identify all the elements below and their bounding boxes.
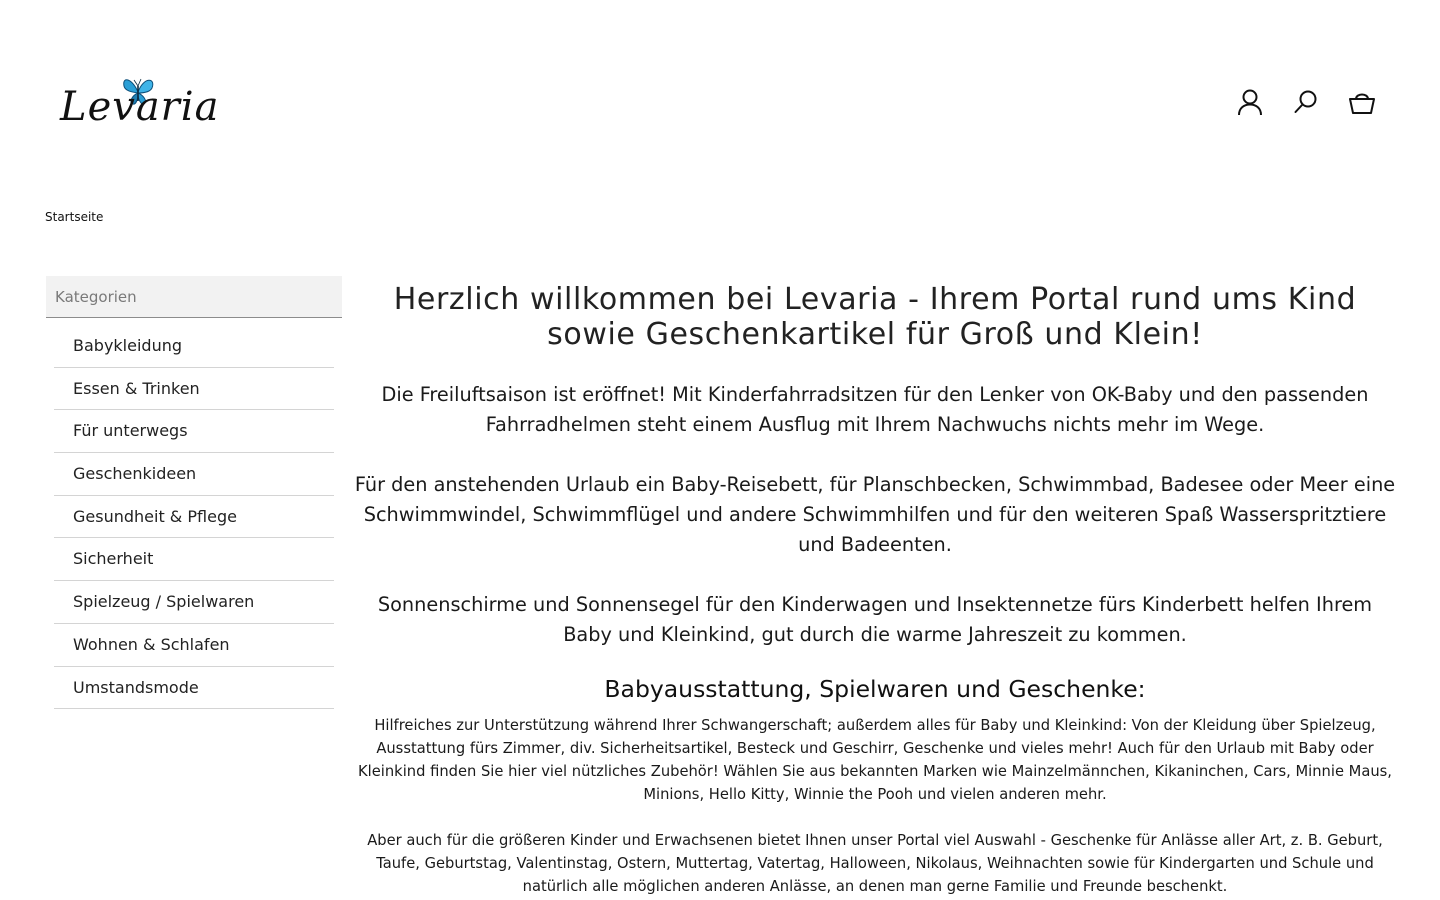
account-icon[interactable] [1234, 86, 1266, 118]
category-list [54, 325, 334, 709]
sidebar-item-gesundheit-pflege[interactable]: Gesundheit & Pflege [54, 496, 334, 539]
logo-wordmark: Levaria [60, 84, 220, 130]
site-logo-link[interactable] [60, 74, 260, 134]
sidebar-item-fuer-unterwegs[interactable]: Für unterwegs [54, 410, 334, 453]
sidebar-item-sicherheit[interactable]: Sicherheit [54, 538, 334, 581]
sidebar-item-essen-trinken[interactable]: Essen & Trinken [54, 368, 334, 411]
sidebar-item-wohnen-schlafen[interactable]: Wohnen & Schlafen [54, 624, 334, 667]
page-title: Herzlich willkommen bei Levaria - Ihrem Portal rund ums Kind sowie Geschenkartikel für Groß und Klein! [393, 282, 1357, 352]
intro-paragraph: Die Freiluftsaison ist eröffnet! Mit Kinderfahrradsitzen für den Lenker von OK-Baby und den passenden Fahrradhelmen steht einem Ausflug mit Ihrem Nachwuchs nichts mehr im Wege. [381, 383, 1369, 436]
breadcrumb-home-link[interactable]: Startseite [45, 210, 104, 224]
sidebar-item-umstandsmode[interactable]: Umstandsmode [54, 667, 334, 710]
basket-icon[interactable] [1346, 86, 1378, 118]
sidebar-heading: Kategorien [46, 276, 342, 318]
section-title: Babyausstattung, Spielwaren und Geschenke: [604, 675, 1146, 703]
search-icon[interactable] [1290, 86, 1322, 118]
header-actions [1234, 86, 1378, 118]
intro-paragraph: Sonnenschirme und Sonnensegel für den Kinderwagen und Insektennetze fürs Kinderbett helfen Ihrem Baby und Kleinkind, gut durch die warme Jahreszeit zu kommen. [377, 593, 1373, 646]
site-header [0, 0, 1440, 190]
main-content [352, 282, 1398, 898]
intro-paragraph: Für den anstehenden Urlaub ein Baby-Reisebett, für Planschbecken, Schwimmbad, Badesee oder Meer eine Schwimmwindel, Schwimmflügel und andere Schwimmhilfen und für den weiteren Spaß Wasserspritztiere und Badeenten. [354, 473, 1396, 556]
breadcrumb [45, 210, 103, 224]
body-paragraph: Hilfreiches zur Unterstützung während Ihrer Schwangerschaft; außerdem alles für Baby und Kleinkind: Von der Kleidung über Spielzeug, Ausstattung fürs Zimmer, div. Sicherheitsartikel, Besteck und Geschirr, Geschenke und vieles mehr! Auch für den Urlaub mit Baby oder Kleinkind finden Sie hier viel nützliches Zubehör! Wählen Sie aus bekannten Marken wie Mainzelmännchen, Kikaninchen, Cars, Minnie Maus, Minions, Hello Kitty, Winnie the Pooh und vielen anderen mehr. [358, 717, 1392, 803]
sidebar-item-geschenkideen[interactable]: Geschenkideen [54, 453, 334, 496]
body-paragraph: Aber auch für die größeren Kinder und Erwachsenen bietet Ihnen unser Portal viel Auswahl - Geschenke für Anlässe aller Art, z. B. Geburt, Taufe, Geburtstag, Valentinstag, Ostern, Muttertag, Vatertag, Halloween, Nikolaus, Weihnachten sowie für Kindergarten und Schule und natürlich alle möglichen anderen Anlässe, an denen man gerne Familie und Freunde beschenkt. [367, 832, 1383, 895]
sidebar-item-spielzeug[interactable]: Spielzeug / Spielwaren [54, 581, 334, 624]
sidebar-item-babykleidung[interactable]: Babykleidung [54, 325, 334, 368]
category-sidebar [46, 276, 342, 709]
